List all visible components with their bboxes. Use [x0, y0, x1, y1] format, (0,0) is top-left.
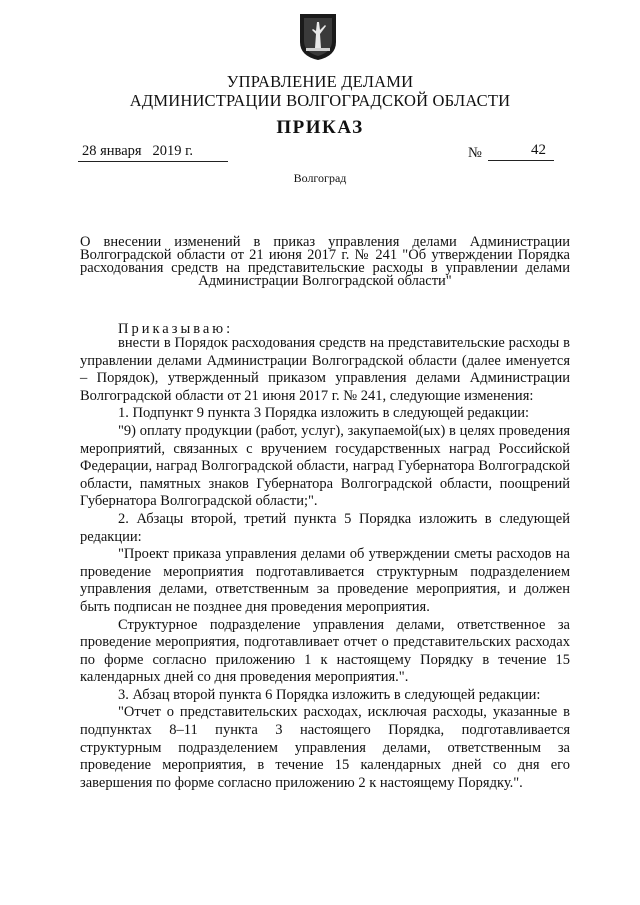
volgograd-emblem-icon: [298, 12, 338, 62]
order-word: Приказываю:: [118, 321, 234, 337]
document-type-title: ПРИКАЗ: [276, 117, 364, 138]
header-organization-line1: УПРАВЛЕНИЕ ДЕЛАМИ: [226, 72, 414, 91]
body-paragraph: Структурное подразделение управления делами, ответственное за проведение мероприятия, подготавливает отчет о представительских расходах по форме согласно приложению 1 к настоящему Порядку в течение 15 календарных дней со дня проведения мероприятия.".: [80, 616, 570, 686]
document-number: 42: [531, 142, 546, 158]
body-paragraph: 3. Абзац второй пункта 6 Порядка изложить в следующей редакции:: [118, 686, 541, 703]
document-subject: О внесении изменений в приказ управления делами Администрации Волгоградской области от 21 июня 2017 г. № 241 "Об утверждении Порядка расходования средств на представительские расходы в управлении делами Администрации Волгоградской области": [80, 234, 570, 289]
number-field: [488, 142, 554, 161]
document-body: [80, 335, 570, 792]
document-date: 28 января 2019 г.: [82, 143, 194, 159]
city-name: Волгоград: [293, 171, 347, 185]
body-paragraph: 1. Подпункт 9 пункта 3 Порядка изложить в следующей редакции:: [118, 405, 530, 422]
body-paragraph: внести в Порядок расходования средств на представительские расходы в управлении делами Администрации Волгоградской области (далее именуется – Порядок), утвержденный приказом управления делами Администрации Волгоградской области от 21 июня 2017 г. № 241, следующие изменения:: [80, 335, 570, 404]
date-field: [78, 143, 228, 162]
body-paragraph: "Проект приказа управления делами об утверждении сметы расходов на проведение мероприятия подготавливается структурным подразделением управления делами, ответственным за проведение мероприятия, и должен быть подписан не позднее дня проведения мероприятия.: [80, 546, 570, 615]
header-organization-line2: АДМИНИСТРАЦИИ ВОЛГОГРАДСКОЙ ОБЛАСТИ: [129, 91, 511, 110]
number-label: №: [468, 145, 482, 161]
body-paragraph: "9) оплату продукции (работ, услуг), закупаемой(ых) в целях проведения мероприятий, связанных с вручением государственных наград Российской Федерации, наград Волгоградской области, наград Губернатора Волгоградской области, памятных знаков Губернатора Волгоградской области, поощрений Губернатора Волгоградской области;".: [80, 422, 570, 510]
body-paragraph: 2. Абзацы второй, третий пункта 5 Порядка изложить в следующей редакции:: [80, 510, 570, 545]
body-paragraph: "Отчет о представительских расходах, исключая расходы, указанные в подпунктах 8–11 пункта 3 настоящего Порядка, подготавливается структурным подразделением управления делами, ответственным за проведение мероприятия, в течение 15 календарных дней со дня его завершения по форме согласно приложению 2 к настоящему Порядку.".: [80, 704, 570, 791]
